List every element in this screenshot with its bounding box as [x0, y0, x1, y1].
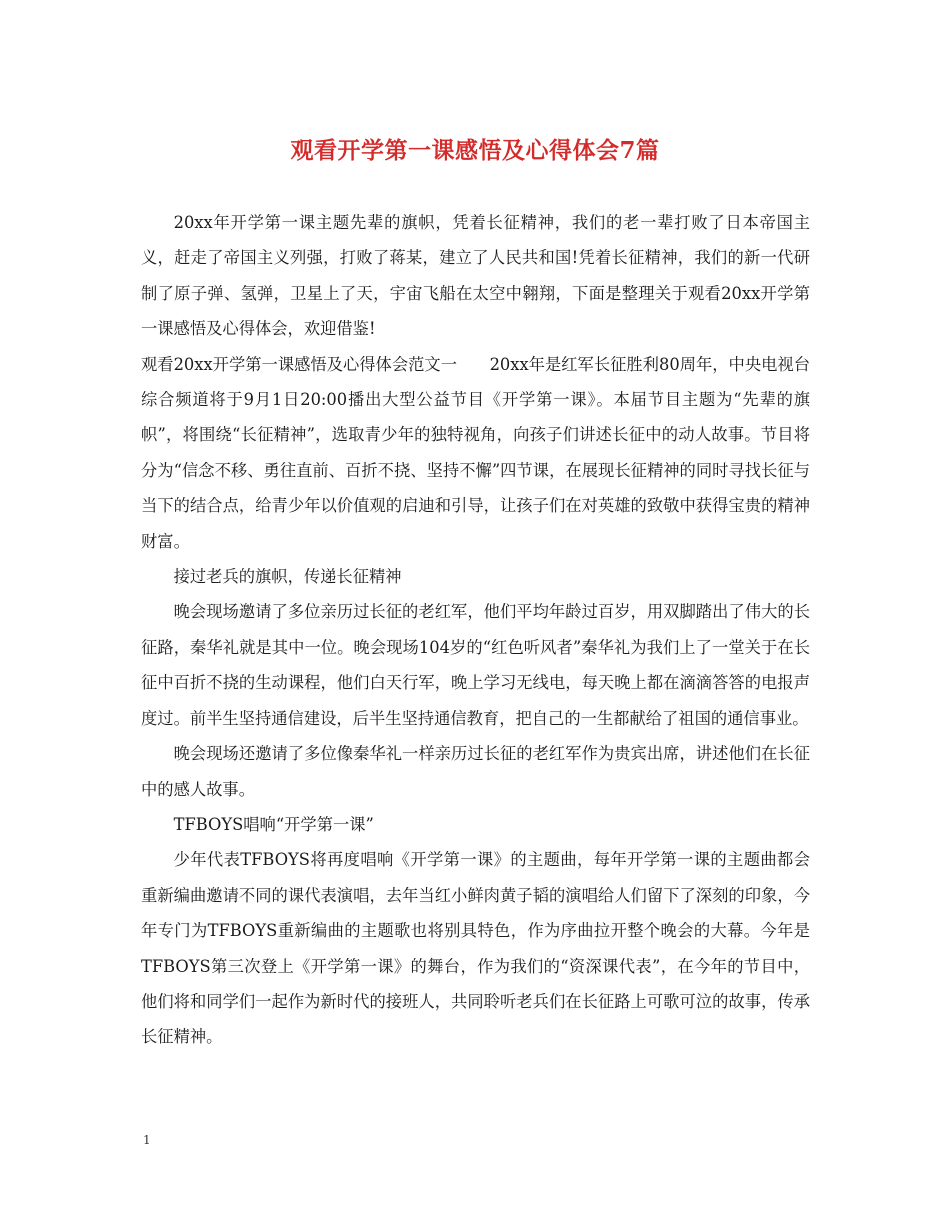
guests-paragraph: 晚会现场还邀请了多位像秦华礼一样亲历过长征的老红军作为贵宾出席，讲述他们在长征中的感人故事。 — [141, 744, 810, 799]
section-heading-tfboys: TFBOYS唱响“开学第一课” — [173, 814, 374, 834]
veterans-paragraph: 晚会现场邀请了多位亲历过长征的老红军，他们平均年龄过百岁，用双脚踏出了伟大的长征路，秦华礼就是其中一位。晚会现场104岁的“红色听风者”秦华礼为我们上了一堂关于在长征中百折不挠的生动课程，他们白天行军，晚上学习无线电，每天晚上都在滴滴答答的电报声度过。前半生坚持通信建设，后半生坚持通信教育，把自己的一生都献给了祖国的通信事业。 — [141, 602, 810, 728]
page-number: 1 — [143, 1133, 151, 1147]
document-title: 观看开学第一课感悟及心得体会7篇 — [290, 137, 660, 164]
section-heading-veterans: 接过老兵的旗帜，传递长征精神 — [173, 567, 402, 587]
tfboys-paragraph: 少年代表TFBOYS将再度唱响《开学第一课》的主题曲，每年开学第一课的主题曲都会重新编曲邀请不同的课代表演唱，去年当红小鲜肉黄子韬的演唱给人们留下了深刻的印象，今年专门为TFBOYS重新编曲的主题歌也将别具特色，作为序曲拉开整个晚会的大幕。今年是TFBOYS第三次登上《开学第一课》的舞台，作为我们的“资深课代表”，在今年的节目中，他们将和同学们一起作为新时代的接班人，共同聆听老兵们在长征路上可歌可泣的故事，传承长征精神。 — [141, 850, 810, 1047]
intro-paragraph: 20xx年开学第一课主题先辈的旗帜，凭着长征精神，我们的老一辈打败了日本帝国主义，赶走了帝国主义列强，打败了蒋某，建立了人民共和国!凭着长征精神，我们的新一代研制了原子弹、氢弹，卫星上了天，宇宙飞船在太空中翱翔，下面是整理关于观看20xx开学第一课感悟及心得体会，欢迎借鉴! — [141, 213, 810, 339]
document-body — [141, 205, 810, 1055]
essay-one-paragraph: 观看20xx开学第一课感悟及心得体会范文一 20xx年是红军长征胜利80周年，中央电视台综合频道将于9月1日20:00播出大型公益节目《开学第一课》。本届节目主题为“先辈的旗帜”，将围绕“长征精神”，选取青少年的独特视角，向孩子们讲述长征中的动人故事。节目将分为“信念不移、勇往直前、百折不挠、坚持不懈”四节课，在展现长征精神的同时寻找长征与当下的结合点，给青少年以价值观的启迪和引导，让孩子们在对英雄的致敬中获得宝贵的精神财富。 — [141, 354, 810, 551]
